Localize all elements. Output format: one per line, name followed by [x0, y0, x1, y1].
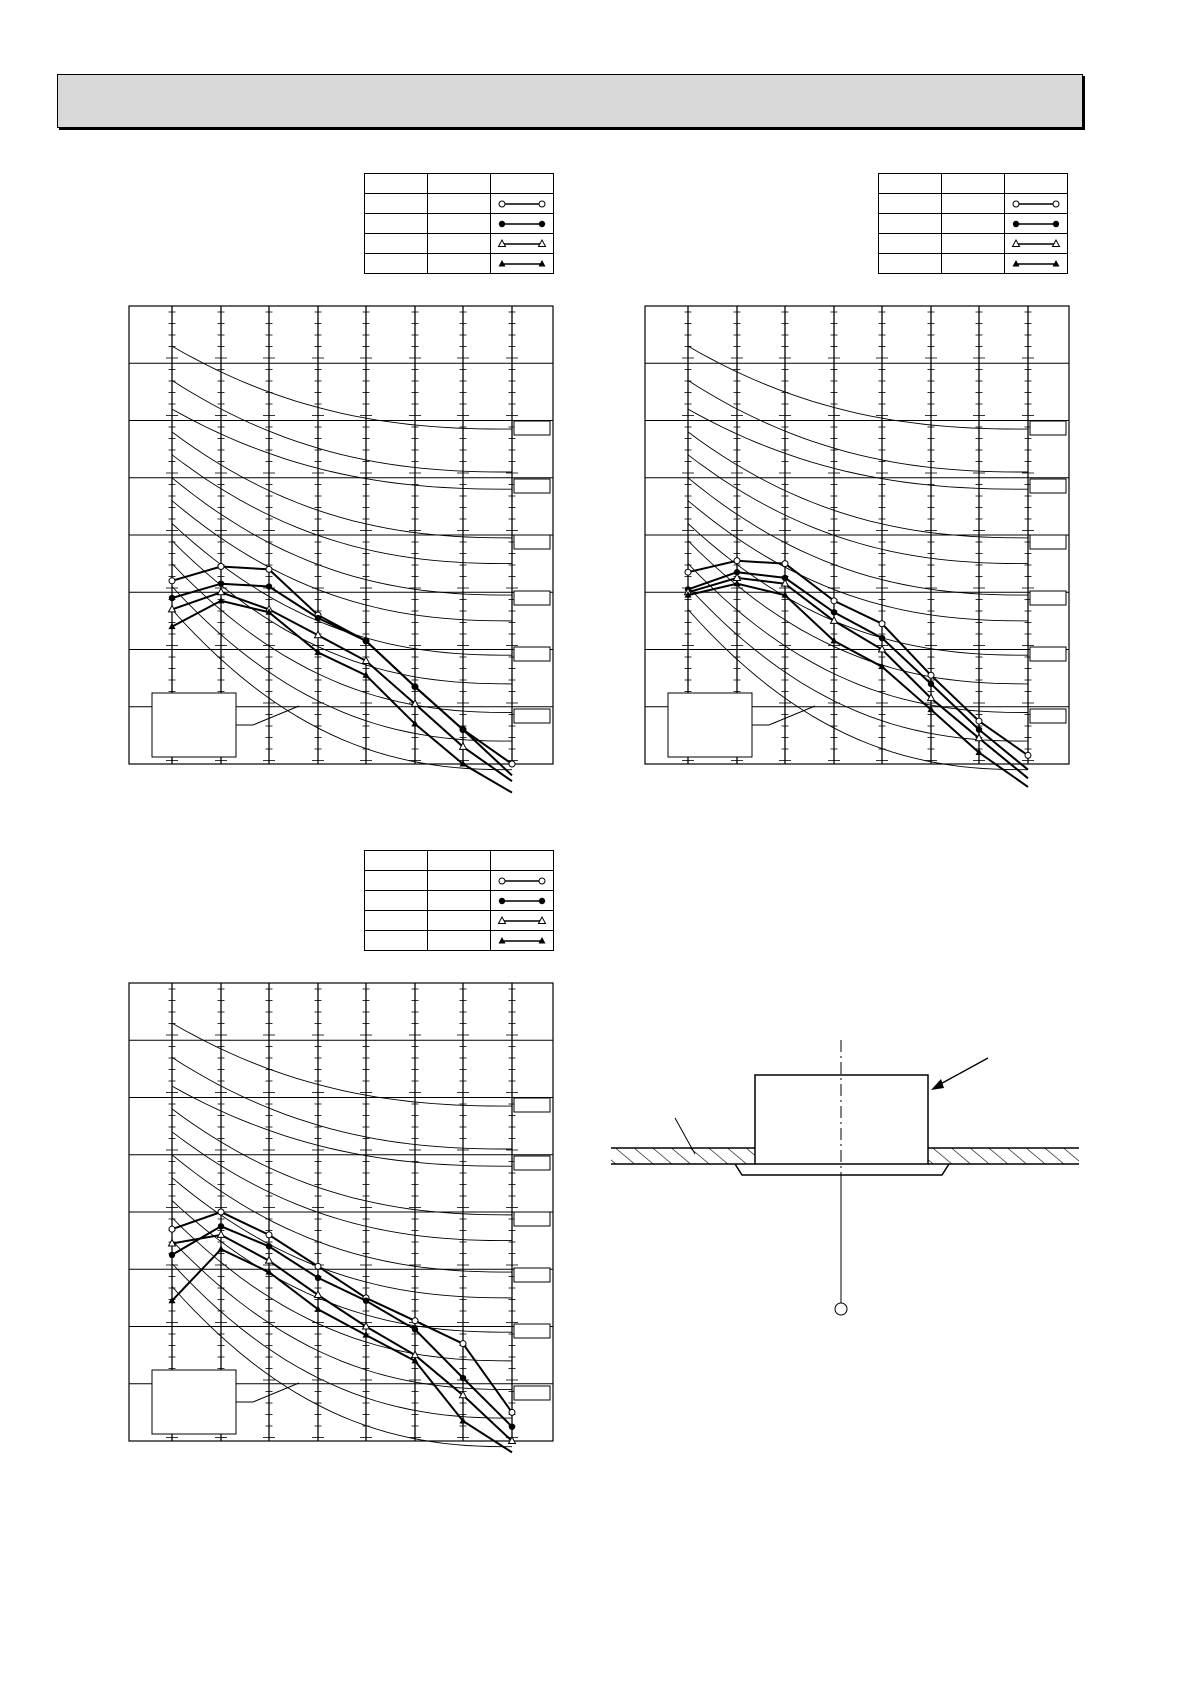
legend-cell-level [942, 214, 1005, 234]
nc-label-box [514, 421, 550, 435]
legend-cell-level [942, 194, 1005, 214]
legend-symbol-filled-triangle [1006, 256, 1066, 272]
open-circle-marker [539, 878, 545, 884]
legend-cell-level [942, 254, 1005, 274]
legend-cell-level [428, 891, 491, 911]
filled-triangle-marker [218, 597, 225, 604]
legend-header-cell [365, 174, 428, 194]
legend-row [365, 891, 554, 911]
filled-circle-marker [460, 726, 466, 732]
filled-circle-marker [499, 220, 505, 226]
nc-label-box [514, 1156, 550, 1170]
legend-row [365, 911, 554, 931]
legend-cell-level [428, 911, 491, 931]
nc-label-box [514, 535, 550, 549]
filled-circle-marker [1053, 220, 1059, 226]
legend-row [365, 931, 554, 951]
filled-circle-marker [539, 897, 545, 903]
filled-circle-marker [315, 1275, 321, 1281]
note-leader-line [752, 706, 815, 725]
legend-row [365, 214, 554, 234]
nc-label-box [1030, 535, 1066, 549]
legend-cell-symbol [491, 254, 554, 274]
legend-row [879, 234, 1068, 254]
legend-cell-condition [365, 234, 428, 254]
legend-header-row [365, 851, 554, 871]
nc-reference-curve [688, 346, 1028, 429]
legend-row [879, 194, 1068, 214]
filled-circle-marker [363, 1298, 369, 1304]
nc-label-box [514, 1268, 550, 1282]
legend-table-1 [364, 173, 554, 274]
open-circle-marker [782, 561, 788, 567]
legend-symbol-filled-triangle [492, 933, 552, 949]
nc-label-box [1030, 421, 1066, 435]
nc-label-box [514, 647, 550, 661]
legend-cell-condition [879, 234, 942, 254]
nc-reference-curve [688, 409, 1028, 489]
legend-symbol-filled-circle [492, 893, 552, 909]
open-circle-marker [266, 1232, 272, 1238]
legend-header-cell [1005, 174, 1068, 194]
filled-circle-marker [928, 681, 934, 687]
open-circle-marker [976, 718, 982, 724]
nc-label-box [514, 1324, 550, 1338]
nc-reference-curve [172, 1241, 512, 1390]
legend-symbol-filled-circle [492, 216, 552, 232]
filled-circle-marker [266, 583, 272, 589]
grille-panel [735, 1164, 949, 1175]
legend-symbol-filled-triangle [492, 256, 552, 272]
filled-circle-marker [169, 595, 175, 601]
legend-cell-condition [365, 911, 428, 931]
open-circle-marker [218, 1209, 224, 1215]
legend-header-row [879, 174, 1068, 194]
nc-reference-curve [172, 346, 512, 429]
legend-cell-condition [365, 871, 428, 891]
legend-cell-condition [879, 194, 942, 214]
legend-header-cell [942, 174, 1005, 194]
legend-symbol-filled-circle [1006, 216, 1066, 232]
note-leader-line [236, 1383, 299, 1402]
open-triangle-marker [218, 588, 225, 595]
nc-reference-curve [172, 409, 512, 489]
open-circle-marker [169, 578, 175, 584]
legend-cell-level [942, 234, 1005, 254]
filled-circle-marker [460, 1375, 466, 1381]
nc-label-box [514, 709, 550, 723]
open-circle-marker [734, 558, 740, 564]
filled-circle-marker [218, 1223, 224, 1229]
legend-table-3 [364, 850, 554, 951]
legend-symbol-open-triangle [492, 913, 552, 929]
nc-reference-curve [688, 432, 1028, 538]
legend-cell-symbol [491, 234, 554, 254]
open-circle-marker [879, 621, 885, 627]
legend-cell-symbol [1005, 254, 1068, 274]
nc-label-box [514, 1212, 550, 1226]
filled-circle-marker [976, 726, 982, 732]
legend-header-cell [491, 851, 554, 871]
legend-symbol-open-triangle [492, 236, 552, 252]
nc-label-box [1030, 647, 1066, 661]
filled-circle-marker [539, 220, 545, 226]
legend-row [365, 234, 554, 254]
open-circle-marker [1025, 752, 1031, 758]
filled-circle-marker [266, 1243, 272, 1249]
nc-label-box [514, 1386, 550, 1400]
legend-cell-symbol [491, 891, 554, 911]
legend-header-cell [879, 174, 942, 194]
legend-symbol-open-triangle [1006, 236, 1066, 252]
legend-cell-symbol [1005, 214, 1068, 234]
open-circle-marker [509, 761, 515, 767]
legend-cell-condition [879, 254, 942, 274]
open-circle-marker [831, 598, 837, 604]
open-circle-marker [266, 566, 272, 572]
note-box [152, 1370, 236, 1434]
legend-cell-symbol [491, 214, 554, 234]
note-box [152, 693, 236, 757]
nc-label-box [1030, 709, 1066, 723]
measurement-diagram [605, 1030, 1085, 1320]
open-circle-marker [460, 1341, 466, 1347]
open-circle-marker [499, 878, 505, 884]
legend-cell-symbol [491, 871, 554, 891]
open-circle-marker [928, 672, 934, 678]
legend-cell-condition [879, 214, 942, 234]
noise-chart-3 [129, 983, 553, 1441]
nc-label-box [514, 479, 550, 493]
legend-cell-level [428, 234, 491, 254]
note-leader-line [236, 706, 299, 725]
section-header-bar [57, 74, 1083, 128]
nc-label-box [1030, 591, 1066, 605]
open-circle-marker [1053, 201, 1059, 207]
open-circle-marker [685, 569, 691, 575]
legend-row [365, 254, 554, 274]
legend-header-cell [428, 174, 491, 194]
legend-symbol-open-circle [492, 196, 552, 212]
legend-symbol-open-circle [1006, 196, 1066, 212]
nc-reference-curve [172, 1086, 512, 1166]
legend-cell-level [428, 254, 491, 274]
noise-chart-1 [129, 306, 553, 764]
filled-circle-marker [1013, 220, 1019, 226]
nc-reference-curve [172, 1023, 512, 1106]
legend-header-cell [428, 851, 491, 871]
legend-cell-condition [365, 254, 428, 274]
legend-cell-condition [365, 214, 428, 234]
nc-label-box [514, 591, 550, 605]
legend-cell-symbol [491, 931, 554, 951]
legend-row [365, 194, 554, 214]
open-circle-marker [412, 1318, 418, 1324]
filled-circle-marker [412, 684, 418, 690]
filled-circle-marker [363, 638, 369, 644]
nc-reference-curve [688, 380, 1028, 472]
nc-label-box [1030, 479, 1066, 493]
filled-triangle-marker [218, 1245, 225, 1252]
nc-reference-curve [172, 1109, 512, 1215]
open-circle-marker [169, 1226, 175, 1232]
legend-cell-level [428, 194, 491, 214]
legend-table-2 [878, 173, 1068, 274]
legend-cell-symbol [1005, 234, 1068, 254]
legend-cell-condition [365, 194, 428, 214]
legend-cell-level [428, 871, 491, 891]
nc-reference-curve [172, 380, 512, 472]
legend-cell-condition [365, 891, 428, 911]
legend-row [879, 254, 1068, 274]
legend-header-cell [365, 851, 428, 871]
open-circle-marker [499, 201, 505, 207]
open-circle-marker [1013, 201, 1019, 207]
open-circle-marker [539, 201, 545, 207]
open-circle-marker [509, 1409, 515, 1415]
legend-cell-level [428, 214, 491, 234]
legend-header-row [365, 174, 554, 194]
legend-cell-symbol [491, 911, 554, 931]
note-box [668, 693, 752, 757]
legend-header-cell [491, 174, 554, 194]
open-triangle-marker [734, 574, 741, 581]
legend-row [879, 214, 1068, 234]
open-circle-marker [218, 563, 224, 569]
filled-circle-marker [831, 609, 837, 615]
microphone-icon [835, 1303, 847, 1315]
legend-cell-level [428, 931, 491, 951]
unit-pointer-arrow [935, 1058, 988, 1087]
filled-circle-marker [218, 580, 224, 586]
open-circle-marker [315, 1263, 321, 1269]
legend-row [365, 871, 554, 891]
legend-cell-symbol [491, 194, 554, 214]
filled-circle-marker [412, 1326, 418, 1332]
arrow-head-icon [931, 1079, 944, 1090]
filled-circle-marker [509, 1423, 515, 1429]
nc-reference-curve [172, 1057, 512, 1149]
filled-circle-marker [315, 615, 321, 621]
open-triangle-marker [218, 1231, 225, 1238]
filled-circle-marker [879, 635, 885, 641]
nc-reference-curve [172, 432, 512, 538]
legend-cell-symbol [1005, 194, 1068, 214]
filled-circle-marker [499, 897, 505, 903]
nc-label-box [514, 1098, 550, 1112]
legend-symbol-open-circle [492, 873, 552, 889]
noise-chart-2 [645, 306, 1069, 764]
filled-circle-marker [169, 1252, 175, 1258]
legend-cell-condition [365, 931, 428, 951]
